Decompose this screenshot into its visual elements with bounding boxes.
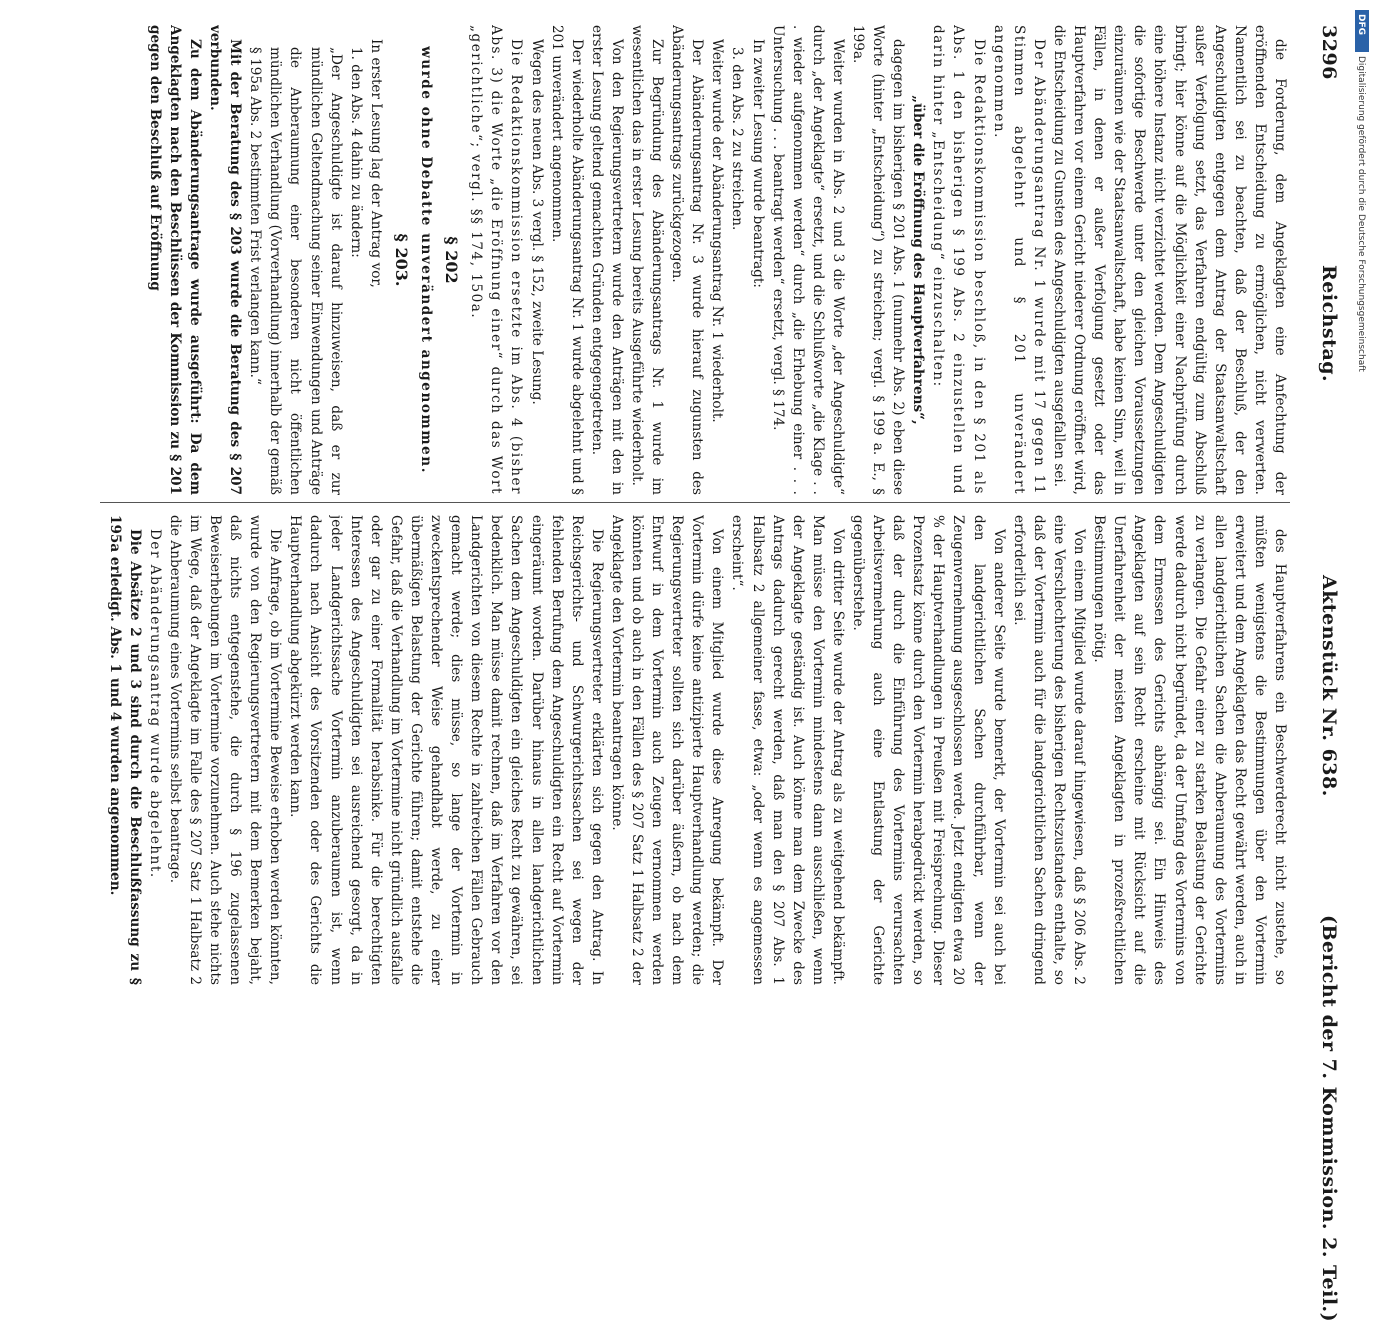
paragraph: In erster Lesung lag der Antrag vor, <box>367 39 384 288</box>
paragraph: Von einem Mitglied wurde diese Anregung bekämpft. Der Vortermin dürfe keine antizipierte Hauptverhandlung werden; die Regierungsvertreter sollten sich darüber äußern, ob nach dem Entwurf in dem Vortermin auch Zeugen vernommen werden könnten und ob auch in den Fällen des § 207 Satz 1 Halbsatz 2 der Angeklagte den Vortermin beantragen könne. <box>608 515 726 985</box>
quote-line: „über die Eröffnung des Hauptverfahrens“, <box>910 95 927 425</box>
paragraph: Der Abänderungsantrag Nr. 3 wurde hierauf zugunsten des Abänderungsantrags zurückgezogen. <box>669 25 706 495</box>
dfg-logo-text: DFG <box>1356 14 1366 36</box>
dfg-credit: Digitalisierung gefördert durch die Deutsche Forschungsgemeinschaft <box>1356 56 1366 372</box>
header-center-title: Aktenstück Nr. 638. <box>1318 575 1340 797</box>
paragraph: In zweiter Lesung wurde beantragt: <box>749 39 766 288</box>
paragraph: Die Absätze 2 und 3 sind durch die Beschlußfassung zu § 195a erledigt. Abs. 1 und 4 wurden angenommen. <box>106 515 143 985</box>
paragraph: Von dritter Seite wurde der Antrag als zu weitgehend bekämpft. Man müsse den Vortermin mindestens dann ausschließen, wenn der Angeklagte geständig ist. Auch könne man dem Zwecke des Antrags dadurch gerecht werden, daß man den § 207 Abs. 1 Halbsatz 2 allgemeiner fasse, etwa: „oder wenn es angemessen erscheint“. <box>729 515 846 985</box>
paragraph: wurde ohne Debatte unverändert angenommen. <box>418 46 435 474</box>
paragraph: Von den Regierungsvertretern wurde den Anträgen mit den in erster Lesung geltend gemachten Gründen entgegengetreten. <box>588 25 625 495</box>
paragraph: Die Regierungsvertreter erklärten sich gegen den Antrag. In Reichsgerichts- und Schwurgerichtssachen sei wegen der fehlenden Berufung dem Angeschuldigten ein Recht auf Vortermin eingeräumt worden. Darüber hinaus in allen landgerichtlichen Sachen dem Angeschuldigten ein gleiches Recht zu gewähren, sei bedenklich. Man müsse damit rechnen, daß im Verfahren vor den Landgerichten von diesem Rechte in zahlreichen Fällen Gebrauch gemacht werde; dies müsse, so lange der Vortermin in zweckentsprechender Weise gehandhabt werde, zu einer übermäßigen Belastung der Gerichte führen; damit entstehe die Gefahr, daß die Verhandlung im Vortermine nicht gründlich ausfalle oder gar zu einer Formalität herabsinke. Für die berechtigten Interessen des Angeschuldigten sei ausreichend gesorgt, da in jeder Landgerichtssache Vortermin anzuberaumen ist, wenn dadurch nach Ansicht des Vorsitzenden oder des Gerichts die Hauptverhandlung abgekürzt werden kann. <box>287 515 605 985</box>
paragraph: Wegen des neuen Abs. 3 vergl. § 152, zweite Lesung. <box>528 39 545 405</box>
list-item: 1. den Abs. 4 dahin zu ändern: <box>347 47 364 258</box>
page-number: 3296 <box>1318 25 1340 80</box>
paragraph: die Forderung, dem Angeklagten eine Anfechtung der eröffnenden Entscheidung zu ermöglichen, nicht verwerten. Namentlich sei zu beachten, daß der Beschluß, der den Angeschuldigten entgegen dem Antrag der Staatsanwaltschaft außer Verfolgung setzt, das Verfahren endgültig zum Abschluß bringt; hier könne auf die Möglichkeit einer Nachprüfung durch eine höhere Instanz nicht verzichtet werden. Dem Angeschuldigten die sofortige Beschwerde unter den gleichen Voraussetzungen einzuräumen wie der Staatsanwaltschaft, habe keinen Sinn, weil in Fällen, in denen er außer Verfolgung gesetzt oder das Hauptverfahren vor einem Gericht niederer Ordnung eröffnet wird, die Entscheidung zu Gunsten des Angeschuldigten ausgefallen sei. <box>1050 25 1288 495</box>
paragraph: Der Abänderungsantrag wurde abgelehnt. <box>146 529 163 879</box>
dfg-logo <box>1355 10 1369 52</box>
paragraph: Von einem Mitglied wurde darauf hingewiesen, daß § 206 Abs. 2 eine Verschlechterung des bisherigen Rechtszustandes enthalte, so daß der Vortermin auch für die landgerichtlichen Sachen dringend erforderlich sei. <box>1010 515 1088 985</box>
paragraph: Mit der Beratung des § 203 wurde die Beratung des § 207 verbunden. <box>207 25 244 495</box>
paragraph: Zur Begründung des Abänderungsantrags Nr. 1 wurde im wesentlichen das in erster Lesung bereits Ausgeführte wiederholt. <box>629 25 666 495</box>
section-heading: § 203. <box>391 233 411 287</box>
paragraph: Die Redaktionskommission ersetzte im Abs. 4 (bisher Abs. 3) die Worte „die Eröffnung einer“ durch das Wort „gerichtliche“; vergl. §§ 174, 150a. <box>468 25 525 495</box>
paragraph: Von anderer Seite wurde bemerkt, der Vortermin sei auch bei den landgerichtlichen Sachen durchführbar, wenn der Zeugenvernehmung ausgeschlossen werde. Jetzt endigten etwa 20 % der Hauptverhandlungen in Preußen mit Freisprechung. Dieser Prozentsatz könne durch den Vortermin herabgedrückt werden, so daß der durch die Einführung des Vortermins verursachten Arbeitsvermehrung auch eine Entlastung der Gerichte gegenüberstehe. <box>850 515 1007 985</box>
column-divider <box>100 502 1290 503</box>
list-item: 3. den Abs. 2 zu streichen. <box>729 47 746 231</box>
page-header <box>1300 15 1340 1322</box>
paragraph: Weiter wurde der Abänderungsantrag Nr. 1 wiederholt. <box>709 39 726 423</box>
quote-paragraph: „Der Angeschuldigte ist darauf hinzuweisen, daß er zur mündlichen Geltendmachung seiner Einwendungen und Anträge die Anberaumung einer besonderen nicht öffentlichen mündlichen Verhandlung (Vorverhandlung) innerhalb der gemäß § 195a Abs. 2 bestimmten Frist verlangen kann.“ <box>247 47 344 495</box>
digitization-margin <box>1355 0 1375 1000</box>
right-column <box>90 515 1290 985</box>
rotated-page <box>88 15 1350 1322</box>
paragraph: Die Redaktionskommission beschloß, in den § 201 als Abs. 1 den bisherigen § 199 Abs. 2 einzustellen und darin hinter „Entscheidung“ einzuschalten: <box>930 25 987 495</box>
paragraph: dagegen im bisherigen § 201 Abs. 1 (nunmehr Abs. 2) eben diese Worte (hinter „Entscheidung“) zu streichen; vergl. § 199 a. E., § 199a. <box>850 25 907 495</box>
paragraph: Der wiederholte Abänderungsantrag Nr. 1 wurde abgelehnt und § 201 unverändert angenommen. <box>548 25 585 495</box>
paragraph: Zu dem Abänderungsantrage wurde ausgeführt: Da dem Angeklagten nach den Beschlüssen der Kommission zu § 201 gegen den Beschluß auf Eröffnung <box>146 25 204 495</box>
paragraph: des Hauptverfahrens ein Beschwerderecht nicht zustehe, so müßten wenigstens die Bestimmungen über den Vortermin erweitert und dem Angeklagten das Recht gewährt werden, auch in allen landgerichtlichen Sachen die Anberaumung des Vortermins zu verlangen. Die Gefahr einer zu starken Belastung der Gerichte werde dadurch nicht begründet, da der Umfang des Vortermins von dem Ermessen des Gerichts abhängig sei. Ein Hinweis des Angeklagten auf sein Recht erscheine mit Rücksicht auf die Unerfahrenheit der meisten Angeklagten in prozeßrechtlichen Bestimmungen nötig. <box>1091 515 1288 985</box>
paragraph: Die Anfrage, ob im Vortermine Beweise erhoben werden könnten, wurde von den Regierungsvertretern mit dem Bemerken bejaht, daß nichts entgegenstehe, die durch § 196 zugelassenen Beweiserhebungen im Vortermine vorzunehmen. Auch stehe nichts im Wege, daß der Angeklagte im Falle des § 207 Satz 1 Halbsatz 2 die Anberaumung eines Vortermins selbst beantrage. <box>166 515 284 985</box>
left-column <box>90 25 1290 495</box>
paragraph: Der Abänderungsantrag Nr. 1 wurde mit 17 gegen 11 Stimmen abgelehnt und § 201 unverändert angenommen. <box>990 25 1047 495</box>
header-right-title: (Bericht der 7. Kommission. 2. Teil.) <box>1318 915 1340 1322</box>
paragraph: Weiter wurden in Abs. 2 und 3 die Worte „der Angeschuldigte“ durch „der Angeklagte“ ersetzt, und die Schlußworte „die Klage . . . wieder aufgenommen werden“ durch „die Erhebung einer . . . Untersuchung . . . beantragt werden“ ersetzt, vergl. § 174. <box>769 25 846 495</box>
header-left-title: Reichstag. <box>1318 265 1340 383</box>
section-heading: § 202 <box>442 236 462 284</box>
